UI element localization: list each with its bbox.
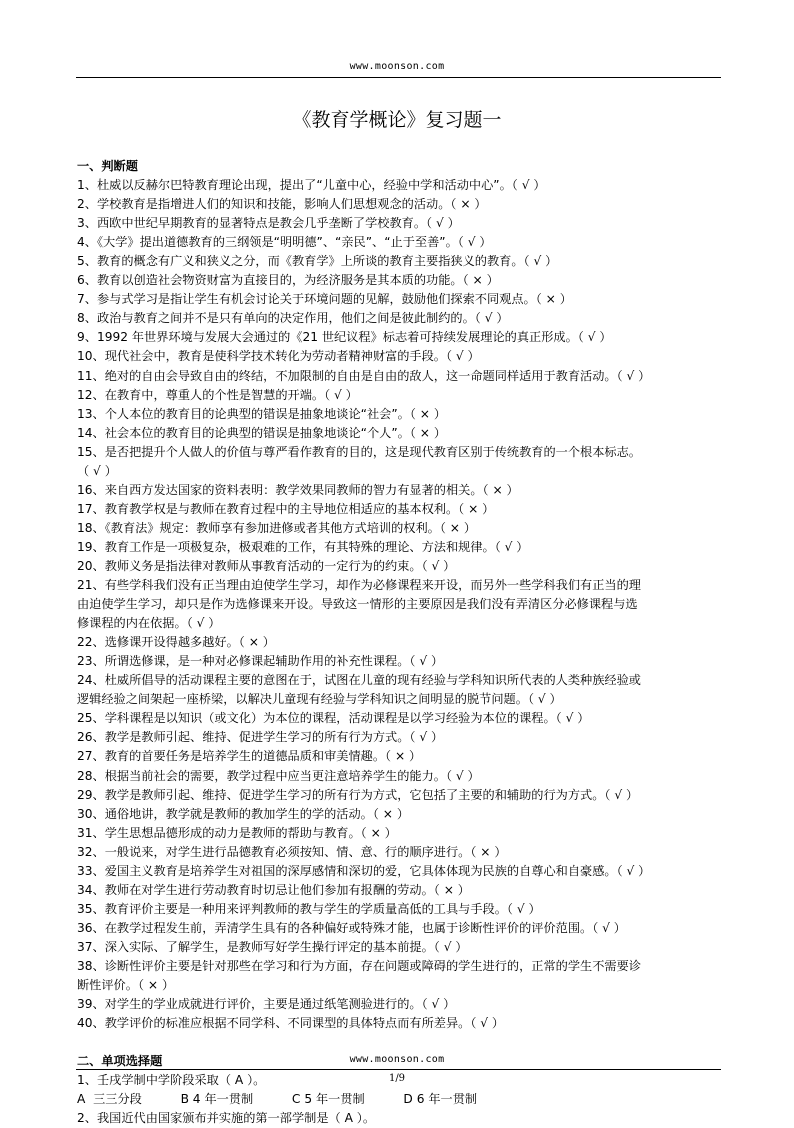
true-false-item: 35、教育评价主要是一种用来评判教师的教与学生的学质量高低的工具与手段。（ √ ） <box>77 901 541 916</box>
page-number: 1/9 <box>388 1073 406 1084</box>
choice-question: 2、我国近代由国家颁布并实施的第一部学制是（ A ）。 <box>77 1111 376 1126</box>
true-false-item: 逻辑经验之间架起一座桥梁，以解决儿童现有经验与学科知识之间明显的脱节问题。（ √ ） <box>77 692 562 707</box>
footer-url: www.moonson.com <box>349 1054 445 1065</box>
true-false-item: 31、学生思想品德形成的动力是教师的帮助与教育。（ × ） <box>77 825 397 840</box>
true-false-item: 38、诊断性评价主要是针对那些在学习和行为方面，存在问题或障碍的学生进行的，正常的学生不需要诊 <box>77 958 641 973</box>
true-false-item: 28、根据当前社会的需要，教学过程中应当更注意培养学生的能力。（ √ ） <box>77 768 480 783</box>
true-false-item: （ √ ） <box>77 463 117 478</box>
true-false-item: 16、来自西方发达国家的资料表明：教学效果同教师的智力有显著的相关。（ × ） <box>77 482 519 497</box>
true-false-item: 2、学校教育是指增进人们的知识和技能，影响人们思想观念的活动。（ × ） <box>77 197 487 212</box>
true-false-item: 34、教师在对学生进行劳动教育时切忌让他们参加有报酬的劳动。（ × ） <box>77 882 470 897</box>
document-title: 《教育学概论》复习题一 <box>292 109 502 131</box>
true-false-item: 7、参与式学习是指让学生有机会讨论关于环境问题的见解，鼓励他们探索不同观点。（ × ） <box>77 292 572 307</box>
true-false-item: 3、西欧中世纪早期教育的显著特点是教会几乎垄断了学校教育。（ √ ） <box>77 216 460 231</box>
section-heading-single-choice: 二、单项选择题 <box>77 1054 163 1069</box>
true-false-item: 5、教育的概念有广义和狭义之分，而《教育学》上所谈的教育主要指狭义的教育。（ √ ） <box>77 254 558 269</box>
true-false-item: 18、《教育法》规定：教师享有参加进修或者其他方式培训的权利。（ × ） <box>77 520 477 535</box>
true-false-item: 30、通俗地讲，教学就是教师的教加学生的学的活动。（ × ） <box>77 806 410 821</box>
true-false-item: 39、对学生的学业成就进行评价，主要是通过纸笔测验进行的。（ √ ） <box>77 997 456 1012</box>
true-false-item: 修课程的内在依据。（ √ ） <box>77 616 221 631</box>
true-false-item: 由迫使学生学习，却只是作为选修课来开设。导致这一情形的主要原因是我们没有弄清区分必修课程与选 <box>77 597 638 612</box>
true-false-item: 4、《大学》提出道德教育的三纲领是“明明德”、“亲民”、“止于至善”。（ √ ） <box>77 235 492 250</box>
true-false-item: 27、教育的首要任务是培养学生的道德品质和审美情趣。（ × ） <box>77 749 422 764</box>
true-false-item: 13、个人本位的教育目的论典型的错误是抽象地谈论“社会”。（ × ） <box>77 406 447 421</box>
true-false-item: 8、政治与教育之间并不是只有单向的决定作用，他们之间是彼此制约的。（ √ ） <box>77 311 509 326</box>
true-false-item: 17、教育教学权是与教师在教育过程中的主导地位相适应的基本权利。（ × ） <box>77 501 495 516</box>
true-false-item: 21、有些学科我们没有正当理由迫使学生学习，却作为必修课程来开设，而另外一些学科我们有正当的理 <box>77 578 641 593</box>
true-false-item: 33、爱国主义教育是培养学生对祖国的深厚感情和深切的爱，它具体体现为民族的自尊心和自豪感。（ √ ） <box>77 863 651 878</box>
choice-options: A 三三分段 B 4 年一贯制 C 5 年一贯制 D 6 年一贯制 <box>77 1092 478 1107</box>
true-false-item: 32、一般说来，对学生进行品德教育必须按知、情、意、行的顺序进行。（ × ） <box>77 844 507 859</box>
true-false-item: 11、绝对的自由会导致自由的终结，不加限制的自由是自由的敌人，这一命题同样适用于教育活动。（ √ ） <box>77 368 651 383</box>
true-false-item: 6、教育以创造社会物资财富为直接目的，为经济服务是其本质的功能。（ × ） <box>77 273 499 288</box>
true-false-item: 37、深入实际、了解学生，是教师写好学生操行评定的基本前提。（ √ ） <box>77 939 468 954</box>
section-heading-true-false: 一、判断题 <box>77 159 138 173</box>
true-false-item: 10、现代社会中，教育是使科学技术转化为劳动者精神财富的手段。（ √ ） <box>77 349 480 364</box>
true-false-item: 26、教学是教师引起、维持、促进学生学习的所有行为方式。（ √ ） <box>77 730 444 745</box>
true-false-item: 9、1992 年世界环境与发展大会通过的《21 世纪议程》标志着可持续发展理论的真正形成。（ √ ） <box>77 330 612 345</box>
true-false-item: 20、教师义务是指法律对教师从事教育活动的一定行为的约束。（ √ ） <box>77 558 456 573</box>
true-false-list <box>77 176 727 1033</box>
true-false-item: 25、学科课程是以知识（或文化）为本位的课程，活动课程是以学习经验为本位的课程。（ √ ） <box>77 711 590 726</box>
choice-question: 1、壬戌学制中学阶段采取（ A ）。 <box>77 1073 266 1088</box>
true-false-item: 23、所谓选修课，是一种对必修课起辅助作用的补充性课程。（ √ ） <box>77 654 444 669</box>
true-false-item: 断性评价。（ × ） <box>77 978 175 993</box>
true-false-item: 12、在教育中，尊重人的个性是智慧的开端。（ √ ） <box>77 387 358 402</box>
footer-rule <box>76 1069 721 1070</box>
true-false-item: 24、杜威所倡导的活动课程主要的意图在于，试图在儿童的现有经验与学科知识所代表的人类种族经验或 <box>77 673 641 688</box>
true-false-item: 22、选修课开设得越多越好。（ × ） <box>77 635 275 650</box>
true-false-item: 40、教学评价的标准应根据不同学科、不同课型的具体特点而有所差异。（ √ ） <box>77 1016 505 1031</box>
true-false-item: 19、教育工作是一项极复杂，极艰难的工作，有其特殊的理论、方法和规律。（ √ ） <box>77 539 529 554</box>
header-url: www.moonson.com <box>349 61 445 72</box>
true-false-item: 15、是否把提升个人做人的价值与尊严看作教育的目的，这是现代教育区别于传统教育的一个根本标志。 <box>77 444 641 459</box>
true-false-item: 29、教学是教师引起、维持、促进学生学习的所有行为方式，它包括了主要的和辅助的行为方式。（ √ ） <box>77 787 639 802</box>
true-false-item: 14、社会本位的教育目的论典型的错误是抽象地谈论“个人”。（ × ） <box>77 425 447 440</box>
true-false-item: 36、在教学过程发生前，弄清学生具有的各种偏好或特殊才能，也属于诊断性评价的评价范围。（ √ ） <box>77 920 626 935</box>
document-body <box>77 157 727 1128</box>
section-spacer <box>77 1033 727 1052</box>
header-rule <box>76 77 721 78</box>
true-false-item: 1、杜威以反赫尔巴特教育理论出现，提出了“儿童中心，经验中学和活动中心”。（ √ ） <box>77 178 546 193</box>
